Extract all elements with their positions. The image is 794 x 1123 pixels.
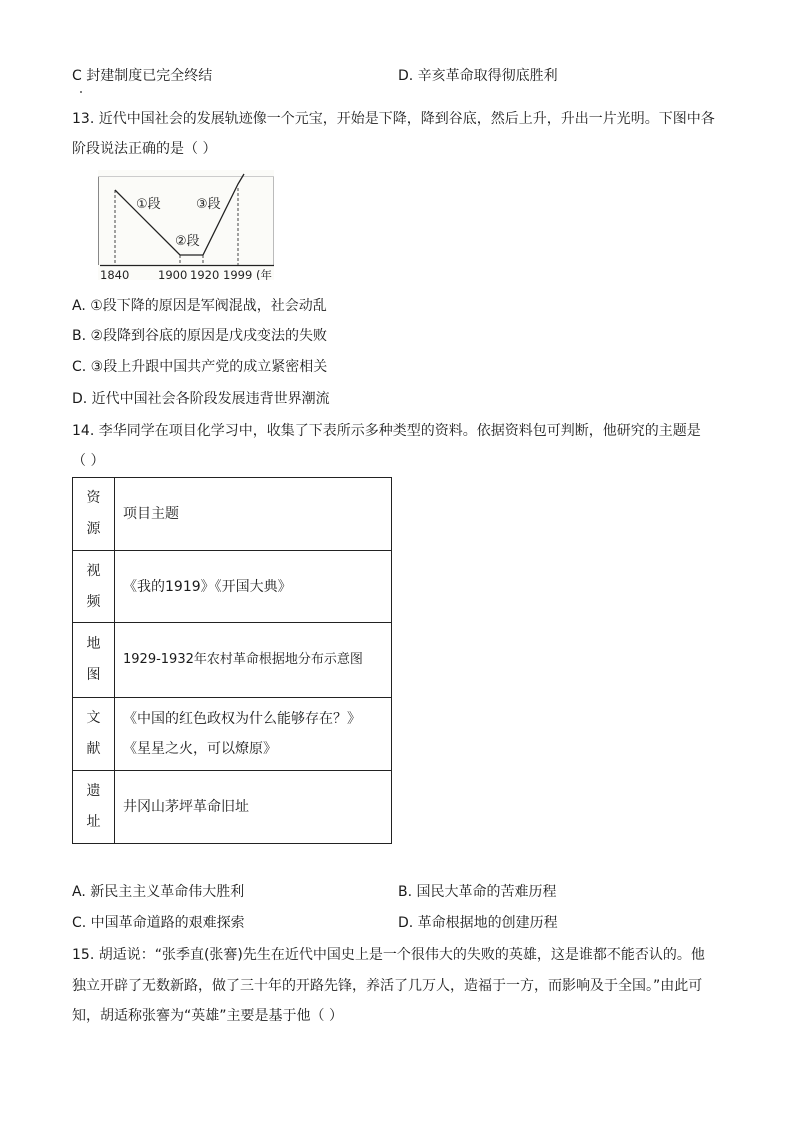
chart-svg — [98, 170, 274, 280]
value-text: 项目主题 — [123, 506, 179, 522]
value-text: 井冈山茅坪革命旧址 — [123, 799, 249, 815]
key-char: 献 — [86, 741, 101, 757]
q14-option-d: D. 革命根据地的创建历程 — [398, 915, 558, 931]
value-text: 《中国的红色政权为什么能够存在？》 — [123, 711, 361, 727]
key-char: 图 — [86, 667, 101, 683]
key-char: 源 — [86, 521, 101, 537]
q13-stem-line1: 13. 近代中国社会的发展轨迹像一个元宝，开始是下降，降到谷底，然后上升，升出一片光明。下图中各 — [72, 111, 715, 127]
table-row — [73, 623, 392, 698]
key-char: 资 — [86, 490, 101, 506]
table-key-cell — [73, 623, 115, 698]
stage1-label: ①段 — [136, 197, 161, 212]
q14-option-c: C. 中国革命道路的艰难探索 — [72, 915, 245, 931]
key-char: 遗 — [86, 783, 101, 799]
key-char: 视 — [86, 562, 101, 579]
table-row — [73, 478, 392, 551]
development-trend-chart — [98, 170, 274, 280]
value-text: 1929-1932年农村革命根据地分布示意图 — [123, 652, 363, 667]
table-row — [73, 551, 392, 623]
axis-unit-label: (年 — [256, 268, 272, 280]
key-char: 址 — [86, 814, 101, 830]
key-char: 地 — [86, 636, 101, 652]
q12-option-d: D. 辛亥革命取得彻底胜利 — [398, 68, 558, 84]
q13-option-b: B. ②段降到谷底的原因是戊戌变法的失败 — [72, 328, 328, 344]
q14-stem-line1: 14. 李华同学在项目化学习中，收集了下表所示多种类型的资料。依据资料包可判断，他研究的主题是 — [72, 423, 701, 439]
tick-1920: 1920 — [190, 268, 220, 280]
table-value-cell — [115, 551, 392, 623]
q15-line2: 独立开辟了无数新路，做了三十年的开路先锋，养活了几万人，造福于一方，而影响及于全国。”由此可 — [72, 978, 703, 994]
q15-line3: 知，胡适称张謇为“英雄”主要是基于他（ ） — [72, 1008, 343, 1024]
key-char: 文 — [86, 710, 101, 726]
table-value-cell — [115, 771, 392, 844]
tick-1840: 1840 — [100, 268, 130, 280]
q15-line1: 15. 胡适说：“张季直(张謇)先生在近代中国史上是一个很伟大的失败的英雄，这是谁都不能否认的。他 — [72, 947, 705, 963]
table-row — [73, 698, 392, 771]
table-value-cell — [115, 623, 392, 698]
tick-1999: 1999 — [223, 268, 253, 280]
key-char: 频 — [86, 593, 101, 610]
table-row — [73, 771, 392, 844]
stage2-label: ②段 — [175, 234, 200, 249]
table-key-cell — [73, 551, 115, 623]
value-text: 《我的1919》《开国大典》 — [123, 578, 292, 595]
table-key-cell — [73, 771, 115, 844]
value-text: 《星星之火，可以燎原》 — [123, 741, 277, 757]
q13-stem-line2: 阶段说法正确的是（ ） — [72, 141, 217, 157]
q13-option-d: D. 近代中国社会各阶段发展违背世界潮流 — [72, 391, 330, 407]
stray-dot — [80, 91, 82, 93]
table-key-cell — [73, 698, 115, 771]
q13-option-a: A. ①段下降的原因是军阀混战，社会动乱 — [72, 298, 327, 314]
table-value-cell — [115, 698, 392, 771]
table-key-cell — [73, 478, 115, 551]
tick-1900: 1900 — [158, 268, 188, 280]
resource-table — [72, 477, 392, 844]
q13-option-c: C. ③段上升跟中国共产党的成立紧密相关 — [72, 359, 328, 375]
q12-option-c: C 封建制度已完全终结 — [72, 68, 213, 84]
stage3-label: ③段 — [196, 197, 221, 212]
table-value-cell — [115, 478, 392, 551]
q14-stem-line2: （ ） — [72, 453, 105, 469]
q14-option-a: A. 新民主主义革命伟大胜利 — [72, 884, 245, 900]
q14-option-b: B. 国民大革命的苦难历程 — [398, 884, 557, 900]
